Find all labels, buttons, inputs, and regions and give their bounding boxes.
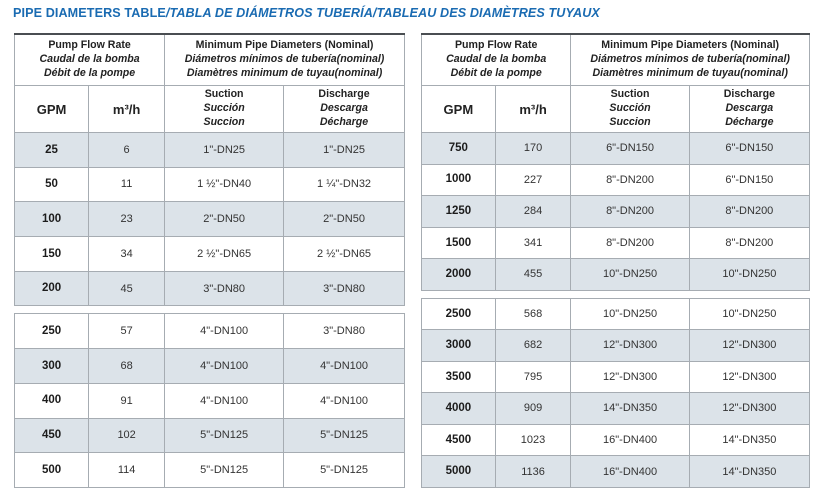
- suction-cell: 4"-DN100: [165, 383, 284, 418]
- table-row: [422, 227, 810, 259]
- suction-cell: 1 ½"-DN40: [165, 167, 284, 202]
- flow-group-line-fr: Débit de la pompe: [43, 66, 136, 79]
- section-gap: [422, 290, 810, 298]
- suction-cell: 10"-DN250: [571, 259, 689, 291]
- discharge-line-fr: Décharge: [319, 115, 369, 128]
- diameters-group-line-es: Diámetros mínimos de tubería(nominal): [590, 53, 790, 66]
- table-row: [422, 298, 810, 330]
- table-row: [15, 349, 405, 384]
- suction-cell: 12"-DN300: [571, 330, 689, 362]
- table-row: [15, 271, 405, 306]
- gpm-cell: 150: [15, 237, 89, 272]
- suction-cell: 2 ½"-DN65: [165, 237, 284, 272]
- table-row: [15, 167, 405, 202]
- m3h-cell: 102: [89, 418, 165, 453]
- discharge-header: [284, 86, 405, 133]
- suction-line-en: Suction: [204, 88, 244, 101]
- table-row: [15, 383, 405, 418]
- m3h-cell: 682: [495, 330, 571, 362]
- discharge-cell: 5"-DN125: [284, 453, 405, 488]
- gpm-cell: 100: [15, 202, 89, 237]
- suction-cell: 6"-DN150: [571, 133, 689, 165]
- gpm-cell: 3500: [422, 361, 496, 393]
- group-header-row: [422, 34, 810, 86]
- flow-group-line-en: Pump Flow Rate: [48, 39, 131, 52]
- diameters-group-line-fr: Diamètres minimum de tuyau(nominal): [592, 66, 788, 79]
- discharge-cell: 5"-DN125: [284, 418, 405, 453]
- discharge-cell: 4"-DN100: [284, 383, 405, 418]
- gpm-cell: 500: [15, 453, 89, 488]
- m3h-header: m³/h: [89, 86, 165, 133]
- suction-line-es: Succión: [609, 102, 651, 115]
- suction-cell: 16"-DN400: [571, 456, 689, 488]
- m3h-cell: 68: [89, 349, 165, 384]
- tables-container: [14, 33, 810, 488]
- gpm-cell: 25: [15, 133, 89, 168]
- m3h-cell: 1023: [495, 424, 571, 456]
- suction-cell: 8"-DN200: [571, 227, 689, 259]
- m3h-cell: 170: [495, 133, 571, 165]
- suction-cell: 16"-DN400: [571, 424, 689, 456]
- gpm-cell: 750: [422, 133, 496, 165]
- sub-header-row: [15, 86, 405, 133]
- gpm-cell: 1500: [422, 227, 496, 259]
- suction-cell: 10"-DN250: [571, 298, 689, 330]
- m3h-cell: 57: [89, 314, 165, 349]
- m3h-cell: 45: [89, 271, 165, 306]
- suction-cell: 3"-DN80: [165, 271, 284, 306]
- table-row: [422, 133, 810, 165]
- table-row: [422, 330, 810, 362]
- m3h-cell: 91: [89, 383, 165, 418]
- page-title-en: PIPE DIAMETERS TABLE: [13, 6, 166, 20]
- m3h-cell: 114: [89, 453, 165, 488]
- m3h-cell: 284: [495, 196, 571, 228]
- m3h-cell: 795: [495, 361, 571, 393]
- discharge-cell: 3"-DN80: [284, 271, 405, 306]
- gpm-cell: 200: [15, 271, 89, 306]
- suction-cell: 4"-DN100: [165, 349, 284, 384]
- suction-cell: 4"-DN100: [165, 314, 284, 349]
- table-row: [422, 393, 810, 425]
- discharge-header: [689, 86, 809, 133]
- discharge-cell: 6"-DN150: [689, 164, 809, 196]
- suction-cell: 8"-DN200: [571, 164, 689, 196]
- gpm-cell: 4000: [422, 393, 496, 425]
- discharge-line-es: Descarga: [320, 102, 368, 115]
- pipe-table-low-flow: [14, 33, 405, 488]
- m3h-cell: 1136: [495, 456, 571, 488]
- discharge-cell: 14"-DN350: [689, 456, 809, 488]
- sub-header-row: [422, 86, 810, 133]
- page-title: [13, 6, 600, 20]
- discharge-line-en: Discharge: [318, 88, 370, 101]
- table-header: [15, 34, 405, 133]
- suction-header: [571, 86, 689, 133]
- section-gap: [15, 306, 405, 314]
- suction-cell: 2"-DN50: [165, 202, 284, 237]
- flow-group-line-fr: Débit de la pompe: [450, 66, 542, 79]
- suction-cell: 12"-DN300: [571, 361, 689, 393]
- table-row: [422, 196, 810, 228]
- suction-cell: 1"-DN25: [165, 133, 284, 168]
- table-row: [15, 202, 405, 237]
- gpm-cell: 2000: [422, 259, 496, 291]
- flow-rate-group-header: [15, 34, 165, 86]
- m3h-cell: 23: [89, 202, 165, 237]
- discharge-cell: 2"-DN50: [284, 202, 405, 237]
- suction-cell: 8"-DN200: [571, 196, 689, 228]
- m3h-cell: 909: [495, 393, 571, 425]
- diameters-group-header: [165, 34, 405, 86]
- discharge-line-es: Descarga: [725, 102, 774, 115]
- m3h-cell: 6: [89, 133, 165, 168]
- gpm-cell: 450: [15, 418, 89, 453]
- m3h-cell: 455: [495, 259, 571, 291]
- diameters-group-line-es: Diámetros mínimos de tubería(nominal): [184, 53, 385, 66]
- m3h-cell: 11: [89, 167, 165, 202]
- gpm-cell: 250: [15, 314, 89, 349]
- m3h-cell: 227: [495, 164, 571, 196]
- suction-cell: 14"-DN350: [571, 393, 689, 425]
- m3h-cell: 341: [495, 227, 571, 259]
- discharge-cell: 1"-DN25: [284, 133, 405, 168]
- discharge-cell: 6"-DN150: [689, 133, 809, 165]
- discharge-cell: 4"-DN100: [284, 349, 405, 384]
- suction-header: [165, 86, 284, 133]
- gpm-header: GPM: [422, 86, 496, 133]
- gpm-cell: 300: [15, 349, 89, 384]
- discharge-line-fr: Décharge: [725, 115, 774, 128]
- discharge-cell: 2 ½"-DN65: [284, 237, 405, 272]
- discharge-cell: 14"-DN350: [689, 424, 809, 456]
- table-header: [422, 34, 810, 133]
- group-header-row: [15, 34, 405, 86]
- suction-cell: 5"-DN125: [165, 453, 284, 488]
- suction-cell: 5"-DN125: [165, 418, 284, 453]
- table-row: [422, 164, 810, 196]
- gpm-cell: 50: [15, 167, 89, 202]
- diameters-group-header: [571, 34, 810, 86]
- discharge-cell: 1 ¼"-DN32: [284, 167, 405, 202]
- gpm-cell: 4500: [422, 424, 496, 456]
- discharge-line-en: Discharge: [723, 88, 775, 101]
- table-row: [15, 418, 405, 453]
- discharge-cell: 12"-DN300: [689, 393, 809, 425]
- gpm-cell: 3000: [422, 330, 496, 362]
- suction-line-en: Suction: [610, 88, 650, 101]
- diameters-group-line-en: Minimum Pipe Diameters (Nominal): [195, 39, 374, 52]
- suction-line-fr: Succion: [609, 115, 651, 128]
- gpm-header: GPM: [15, 86, 89, 133]
- gpm-cell: 5000: [422, 456, 496, 488]
- table-row: [15, 133, 405, 168]
- suction-line-fr: Succion: [203, 115, 245, 128]
- diameters-group-line-fr: Diamètres minimum de tuyau(nominal): [186, 66, 383, 79]
- flow-group-line-es: Caudal de la bomba: [39, 53, 140, 66]
- m3h-cell: 34: [89, 237, 165, 272]
- table-row: [422, 424, 810, 456]
- gpm-cell: 400: [15, 383, 89, 418]
- gpm-cell: 1000: [422, 164, 496, 196]
- table-row: [422, 361, 810, 393]
- table-row: [15, 453, 405, 488]
- m3h-header: m³/h: [495, 86, 571, 133]
- discharge-cell: 10"-DN250: [689, 298, 809, 330]
- discharge-cell: 3"-DN80: [284, 314, 405, 349]
- table-row: [15, 314, 405, 349]
- discharge-cell: 10"-DN250: [689, 259, 809, 291]
- discharge-cell: 12"-DN300: [689, 330, 809, 362]
- gpm-cell: 1250: [422, 196, 496, 228]
- m3h-cell: 568: [495, 298, 571, 330]
- table-row: [422, 259, 810, 291]
- table-row: [422, 456, 810, 488]
- table-row: [15, 237, 405, 272]
- page-title-translations: /TABLA DE DIÁMETROS TUBERÍA/TABLEAU DES DIAMÈTRES TUYAUX: [165, 6, 600, 20]
- discharge-cell: 12"-DN300: [689, 361, 809, 393]
- gpm-cell: 2500: [422, 298, 496, 330]
- suction-line-es: Succión: [203, 102, 245, 115]
- flow-group-line-es: Caudal de la bomba: [446, 53, 547, 66]
- flow-group-line-en: Pump Flow Rate: [454, 39, 538, 52]
- diameters-group-line-en: Minimum Pipe Diameters (Nominal): [601, 39, 780, 52]
- discharge-cell: 8"-DN200: [689, 196, 809, 228]
- discharge-cell: 8"-DN200: [689, 227, 809, 259]
- flow-rate-group-header: [422, 34, 571, 86]
- pipe-table-high-flow: [421, 33, 810, 488]
